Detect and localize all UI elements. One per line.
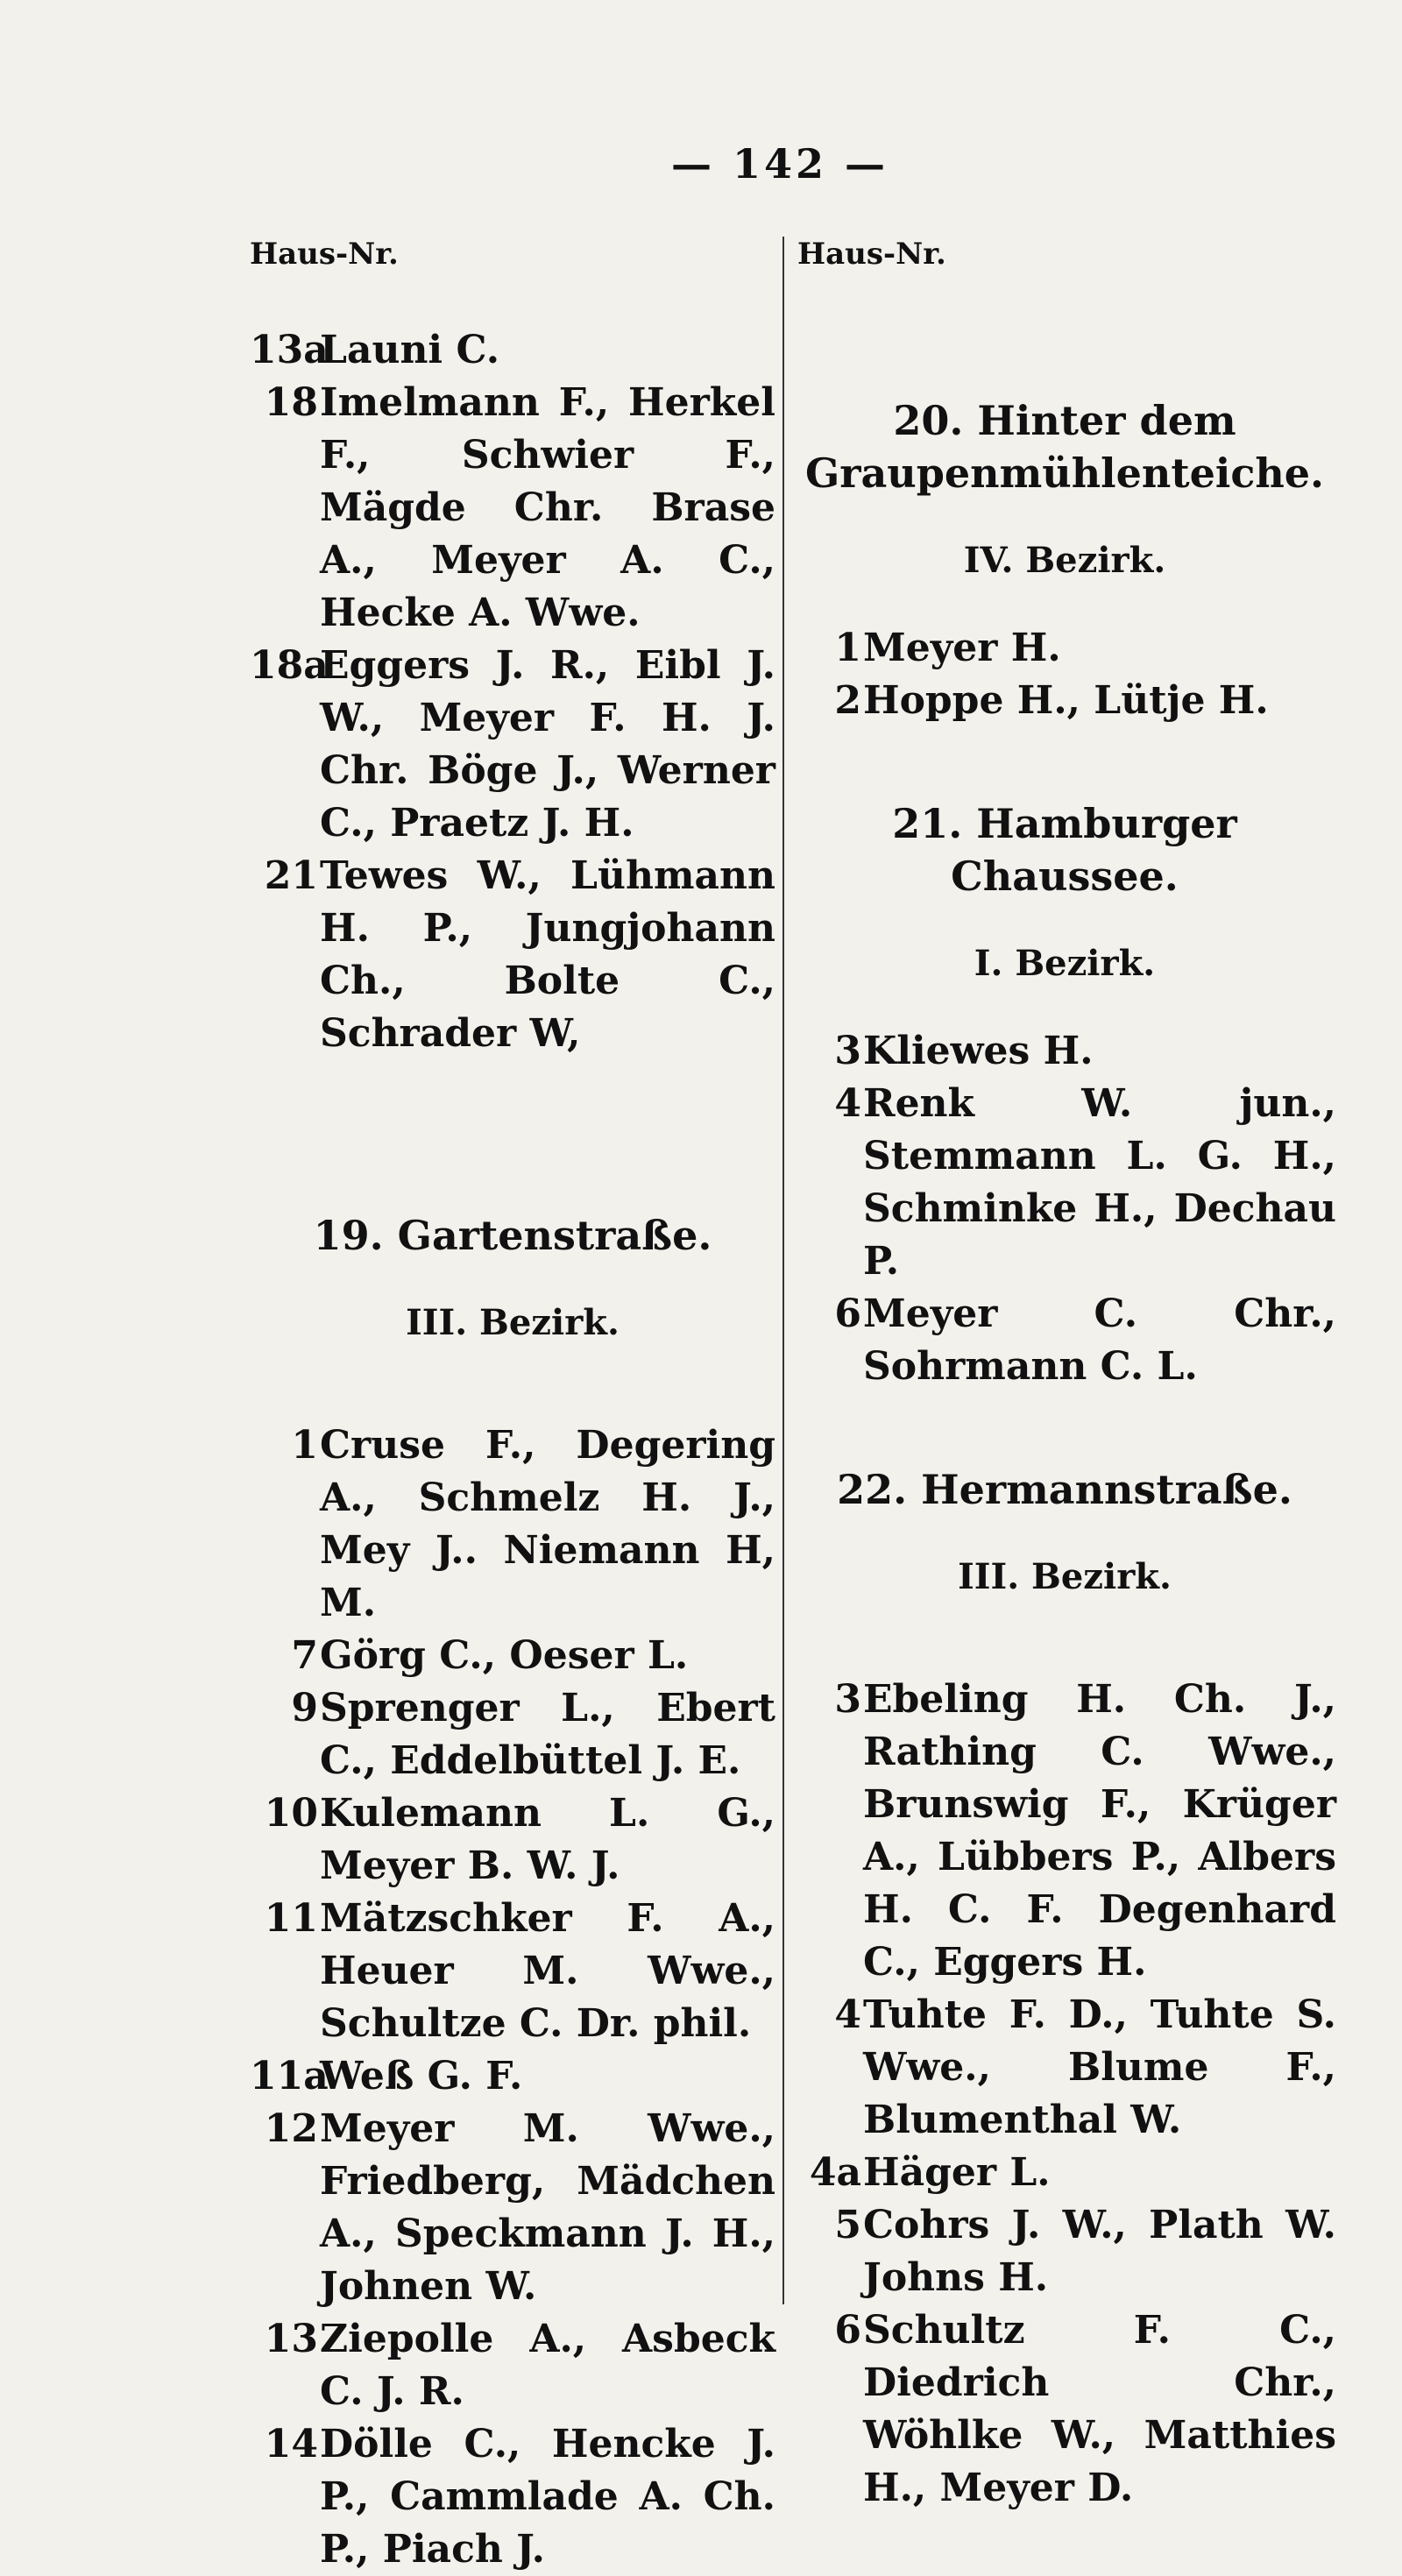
right-column [793,324,1336,2515]
house-number: 18a [250,643,329,688]
house-number: 13a [250,328,329,372]
house-number: 21 [264,853,318,898]
house-entry [250,324,775,377]
house-number: 14 [264,2422,318,2466]
resident-names: Hoppe H., Lütje H. [863,678,1269,723]
house-entry [793,1025,1336,1078]
resident-names: Ziepolle A., Asbeck C. J. R. [320,2317,775,2414]
house-entry [250,2103,775,2313]
resident-names: Meyer H. [863,626,1061,670]
resident-names: Sprenger L., Ebert C., Eddelbüttel J. E. [320,1686,775,1783]
street-heading: 19. Gartenstraße. [313,1212,712,1259]
resident-names: Mätzschker F. A., Heuer M. Wwe., Schultze C. Dr. phil. [320,1896,775,2046]
house-entry [250,377,775,640]
house-number: 1 [834,626,861,670]
house-number: 6 [834,1292,861,1336]
house-entry [793,2304,1336,2515]
street-heading: 21. Hamburger Chaussee. [892,800,1237,900]
resident-names: Dölle C., Hencke J. P., Cammlade A. Ch. P., Piach J. [320,2422,775,2572]
house-number: 13 [264,2317,318,2361]
house-number: 7 [291,1633,318,1678]
house-entry [793,2199,1336,2304]
resident-names: Imelmann F., Herkel F., Schwier F., Mägde Chr. Brase A., Meyer A. C., Hecke A. Wwe. [320,380,775,635]
house-number: 4 [834,1081,861,1126]
resident-names: Meyer C. Chr., Sohrmann C. L. [863,1292,1336,1389]
house-entry [250,2418,775,2576]
house-number: 4 [834,1992,861,2037]
left-column-header: Haus-Nr. [250,237,399,272]
resident-names: Launi C. [320,328,500,372]
house-number: 6 [834,2308,861,2353]
column-divider [782,237,784,2304]
house-entry [250,1419,775,1630]
house-entry [250,2050,775,2103]
house-entry [793,2147,1336,2199]
resident-names: Kliewes H. [863,1029,1094,1073]
district-label: III. Bezirk. [958,1556,1172,1597]
house-entry [250,1630,775,1682]
house-number: 10 [264,1791,318,1836]
house-number: 4a [809,2150,861,2195]
resident-names: Cruse F., Degering A., Schmelz H. J., Mey J.. Niemann H, M. [320,1423,775,1625]
house-entry [250,640,775,850]
house-entry [250,1893,775,2050]
house-entry [793,1288,1336,1393]
house-entry [250,2313,775,2418]
house-number: 11 [264,1896,318,1941]
house-entry [793,1674,1336,1989]
district-label: III. Bezirk. [406,1302,620,1343]
street-heading: 20. Hinter dem Graupenmühlenteiche. [804,397,1325,497]
resident-names: Kulemann L. G., Meyer B. W. J. [320,1791,775,1888]
district-label: IV. Bezirk. [963,540,1166,581]
street-heading: 22. Hermannstraße. [837,1466,1292,1513]
house-entry [250,850,775,1060]
house-number: 5 [834,2203,861,2247]
resident-names: Tewes W., Lühmann H. P., Jungjohann Ch., Bolte C., Schrader W, [320,853,775,1056]
left-column [250,324,775,2576]
resident-names: Renk W. jun., Stemmann L. G. H., Schminke H., Dechau P. [863,1081,1336,1284]
house-number: 3 [834,1029,861,1073]
house-number: 11a [250,2054,329,2098]
house-number: 3 [834,1677,861,1722]
page-number: — 142 — [670,140,889,188]
right-column-header: Haus-Nr. [797,237,946,272]
house-number: 2 [834,678,861,723]
house-number: 1 [291,1423,318,1468]
house-entry [793,1078,1336,1288]
house-entry [250,1682,775,1787]
resident-names: Weß G. F. [320,2054,523,2098]
house-entry [793,622,1336,675]
resident-names: Meyer M. Wwe., Friedberg, Mädchen A., Speckmann J. H., Johnen W. [320,2106,775,2309]
resident-names: Tuhte F. D., Tuhte S. Wwe., Blume F., Blumenthal W. [863,1992,1336,2142]
house-entry [250,1787,775,1893]
house-number: 18 [264,380,318,425]
house-number: 9 [291,1686,318,1730]
resident-names: Ebeling H. Ch. J., Rathing C. Wwe., Brunswig F., Krüger A., Lübbers P., Albers H. C. F. Degenhard C., Eggers H. [863,1677,1336,1985]
resident-names: Eggers J. R., Eibl J. W., Meyer F. H. J. Chr. Böge J., Werner C., Praetz J. H. [320,643,775,846]
district-label: I. Bezirk. [974,943,1156,984]
house-number: 12 [264,2106,318,2151]
resident-names: Cohrs J. W., Plath W. Johns H. [863,2203,1336,2300]
house-entry [793,675,1336,727]
resident-names: Schultz F. C., Diedrich Chr., Wöhlke W., Matthies H., Meyer D. [863,2308,1336,2510]
resident-names: Görg C., Oeser L. [320,1633,689,1678]
house-entry [793,1989,1336,2147]
resident-names: Häger L. [863,2150,1051,2195]
